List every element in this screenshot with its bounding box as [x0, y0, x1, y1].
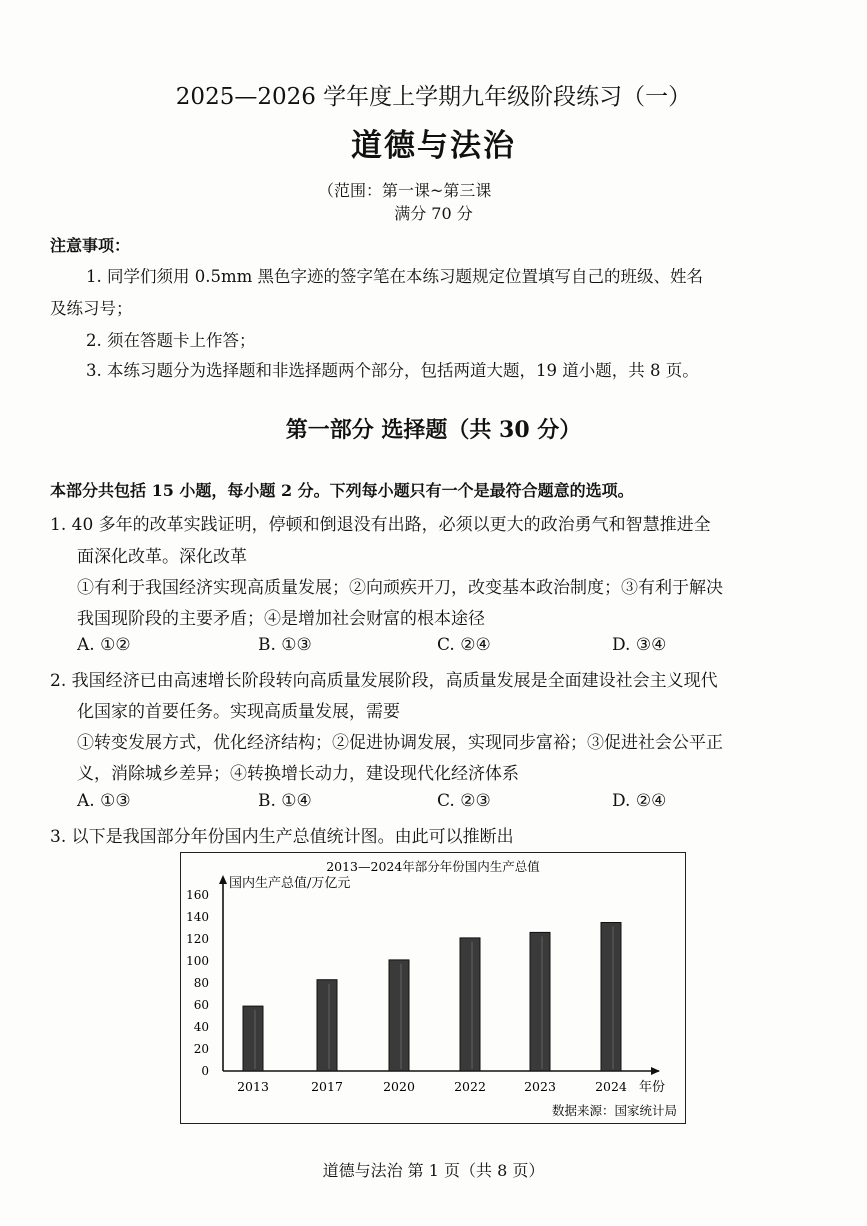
notice-line: 及练习号； [50, 299, 133, 318]
question-stem: 面深化改革。深化改革 [77, 547, 247, 567]
notice-title: 注意事项： [50, 236, 131, 255]
notice-line: 3. 本练习题分为选择题和非选择题两个部分，包括两道大题，19 道小题，共 8 页。 [86, 361, 699, 380]
bar [601, 923, 621, 1072]
bar [317, 980, 337, 1071]
part-title: 第一部分 选择题（共 30 分） [285, 417, 582, 443]
bar [243, 1006, 263, 1071]
y-tick-label: 140 [186, 910, 209, 924]
y-tick-label: 160 [186, 888, 209, 902]
option-b: B. ①③ [258, 635, 312, 655]
gdp-chart-svg [181, 853, 685, 1123]
y-tick-label: 0 [201, 1064, 209, 1078]
chart-title: 2013—2024年部分年份国内生产总值 [326, 859, 540, 874]
question-stem: 2. 我国经济已由高速增长阶段转向高质量发展阶段，高质量发展是全面建设社会主义现代 [50, 671, 718, 691]
y-tick-label: 80 [193, 976, 209, 990]
x-tick-label: 2023 [524, 1079, 556, 1094]
question-stem: 化国家的首要任务。实现高质量发展，需要 [77, 702, 400, 722]
notice-line: 2. 须在答题卡上作答； [86, 331, 256, 350]
y-axis-label: 国内生产总值/万亿元 [229, 876, 351, 891]
part-intro: 本部分共包括 15 小题，每小题 2 分。下列每小题只有一个是最符合题意的选项。 [50, 481, 634, 500]
x-tick-label: 2017 [311, 1079, 343, 1094]
y-tick-label: 40 [193, 1020, 209, 1034]
question-stem: 我国现阶段的主要矛盾；④是增加社会财富的根本途径 [77, 609, 485, 629]
y-tick-label: 120 [186, 932, 209, 946]
bar [530, 932, 550, 1071]
y-axis-arrow [219, 875, 227, 884]
x-tick-label: 2013 [237, 1079, 269, 1094]
option-a: A. ①② [77, 635, 131, 655]
page-footer: 道德与法治 第 1 页（共 8 页） [322, 1161, 545, 1180]
exam-scope: （范围：第一课~第三课 [318, 181, 492, 200]
exam-title: 2025—2026 学年度上学期九年级阶段练习（一） [175, 84, 692, 110]
option-d: D. ②④ [612, 791, 667, 811]
notice-line: 1. 同学们须用 0.5mm 黑色字迹的签字笔在本练习题规定位置填写自己的班级、姓名 [86, 267, 704, 286]
y-tick-label: 20 [193, 1042, 209, 1056]
x-tick-label: 2022 [454, 1079, 486, 1094]
question-stem: 1. 40 多年的改革实践证明，停顿和倒退没有出路，必须以更大的政治勇气和智慧推进全 [50, 515, 711, 535]
question-stem: ①有利于我国经济实现高质量发展；②向顽疾开刀，改变基本政治制度；③有利于解决 [77, 578, 723, 598]
question-stem: ①转变发展方式，优化经济结构；②促进协调发展，实现同步富裕；③促进社会公平正 [77, 733, 723, 753]
option-d: D. ③④ [612, 635, 667, 655]
option-b: B. ①④ [258, 791, 312, 811]
x-axis-label: 年份 [639, 1080, 666, 1095]
option-a: A. ①③ [77, 791, 131, 811]
bar [389, 960, 409, 1071]
option-c: C. ②④ [437, 635, 491, 655]
x-axis-arrow [651, 1067, 660, 1075]
y-tick-label: 60 [193, 998, 209, 1012]
x-tick-label: 2024 [595, 1079, 627, 1094]
full-score: 满分 70 分 [394, 204, 473, 223]
gdp-chart [180, 852, 686, 1124]
option-c: C. ②③ [437, 791, 491, 811]
question-stem: 3. 以下是我国部分年份国内生产总值统计图。由此可以推断出 [50, 827, 514, 847]
x-tick-label: 2020 [383, 1079, 415, 1094]
y-tick-label: 100 [186, 954, 209, 968]
subject-title: 道德与法治 [351, 128, 516, 164]
bar [460, 938, 480, 1071]
question-stem: 义，消除城乡差异；④转换增长动力，建设现代化经济体系 [77, 764, 519, 784]
chart-source: 数据来源：国家统计局 [551, 1103, 677, 1118]
